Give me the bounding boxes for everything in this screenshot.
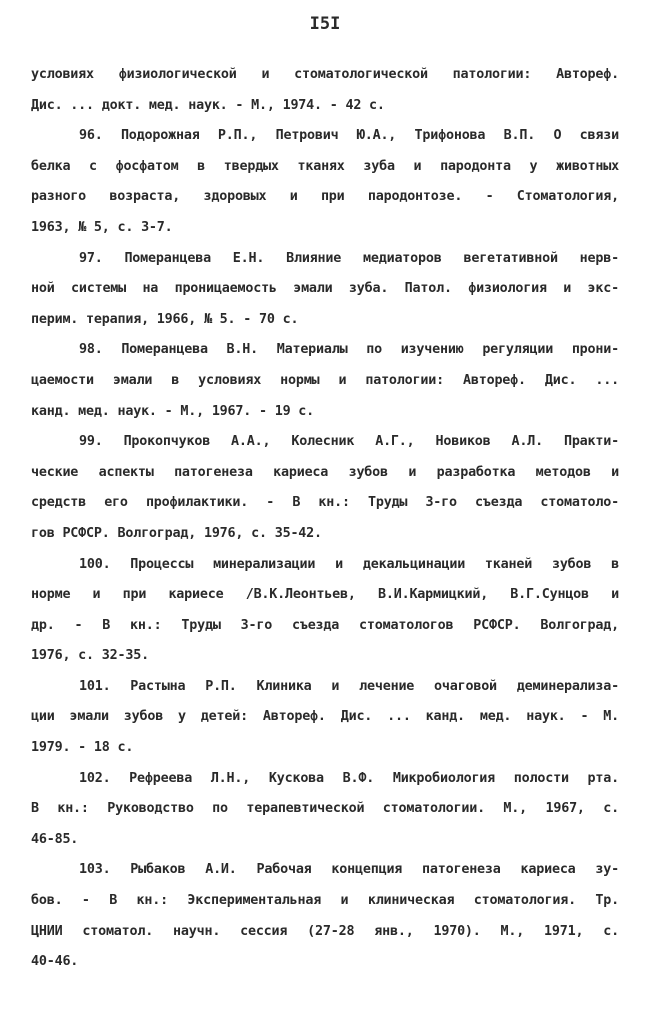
- bibliography-entry-102: [31, 764, 619, 856]
- entry-line: ЦНИИ стоматол. научн. сессия (27-28 янв., 1970). М., 1971, с.: [31, 923, 619, 939]
- entry-line: ческие аспекты патогенеза кариеса зубов и разработка методов и: [31, 464, 619, 480]
- entry-line: условиях физиологической и стоматологической патологии: Автореф.: [31, 67, 619, 82]
- entry-line: 1963, № 5, с. 3-7.: [31, 219, 173, 235]
- entry-line: 99. Прокопчуков А.А., Колесник А.Г., Новиков А.Л. Практи-: [79, 434, 619, 450]
- entry-line: 103. Рыбаков А.И. Рабочая концепция патогенеза кариеса зу-: [79, 862, 619, 878]
- entry-line: канд. мед. наук. - М., 1967. - 19 с.: [31, 403, 315, 419]
- bibliography-entry-97: [31, 244, 619, 336]
- entry-line: цаемости эмали в условиях нормы и патологии: Автореф. Дис. ...: [31, 372, 619, 388]
- entry-line: гов РСФСР. Волгоград, 1976, с. 35-42.: [31, 525, 322, 541]
- page-number: I5I: [309, 14, 341, 34]
- entry-line: норме и при кариесе /В.К.Леонтьев, В.И.Кармицкий, В.Г.Сунцов и: [31, 587, 619, 603]
- entry-line: 1976, с. 32-35.: [31, 648, 149, 664]
- entry-line: Дис. ... докт. мед. наук. - М., 1974. - 42 с.: [31, 97, 385, 113]
- entry-line: ной системы на проницаемость эмали зуба. Патол. физиология и экс-: [31, 281, 619, 297]
- entry-line: бов. - В кн.: Экспериментальная и клиническая стоматология. Тр.: [31, 893, 619, 909]
- bibliography-entry-100: [31, 550, 619, 672]
- entry-line: 46-85.: [31, 831, 79, 847]
- bibliography-entry-continued: [31, 60, 619, 121]
- entry-line: разного возраста, здоровых и при пародонтозе. - Стоматология,: [31, 189, 619, 205]
- bibliography-entry-98: [31, 335, 619, 427]
- entry-line: 102. Рефреева Л.Н., Кускова В.Ф. Микробиология полости рта.: [79, 770, 619, 786]
- entry-line: средств его профилактики. - В кн.: Труды 3-го съезда стоматоло-: [31, 495, 619, 511]
- entry-line: 101. Растына Р.П. Клиника и лечение очаговой деминерализа-: [79, 678, 619, 694]
- bibliography-entry-99: [31, 427, 619, 549]
- entry-line: 96. Подорожная Р.П., Петрович Ю.А., Трифонова В.П. О связи: [79, 128, 619, 144]
- entry-line: В кн.: Руководство по терапевтической стоматологии. М., 1967, с.: [31, 801, 619, 817]
- entry-line: 100. Процессы минерализации и декальцинации тканей зубов в: [79, 556, 619, 572]
- bibliography-entry-103: [31, 855, 619, 977]
- entry-line: 40-46.: [31, 954, 79, 970]
- entry-line: перим. терапия, 1966, № 5. - 70 с.: [31, 311, 299, 327]
- entry-line: 1979. - 18 с.: [31, 740, 134, 756]
- bibliography-entry-101: [31, 672, 619, 764]
- entry-line: 97. Померанцева Е.Н. Влияние медиаторов вегетативной нерв-: [79, 250, 619, 266]
- entry-line: 98. Померанцева В.Н. Материалы по изучению регуляции прони-: [79, 342, 619, 358]
- entry-line: др. - В кн.: Труды 3-го съезда стоматологов РСФСР. Волгоград,: [31, 617, 619, 633]
- entry-line: белка с фосфатом в твердых тканях зуба и пародонта у животных: [31, 158, 619, 174]
- bibliography-entry-96: [31, 121, 619, 243]
- bibliography-list: [31, 60, 619, 978]
- entry-line: ции эмали зубов у детей: Автореф. Дис. ... канд. мед. наук. - М.: [31, 709, 619, 725]
